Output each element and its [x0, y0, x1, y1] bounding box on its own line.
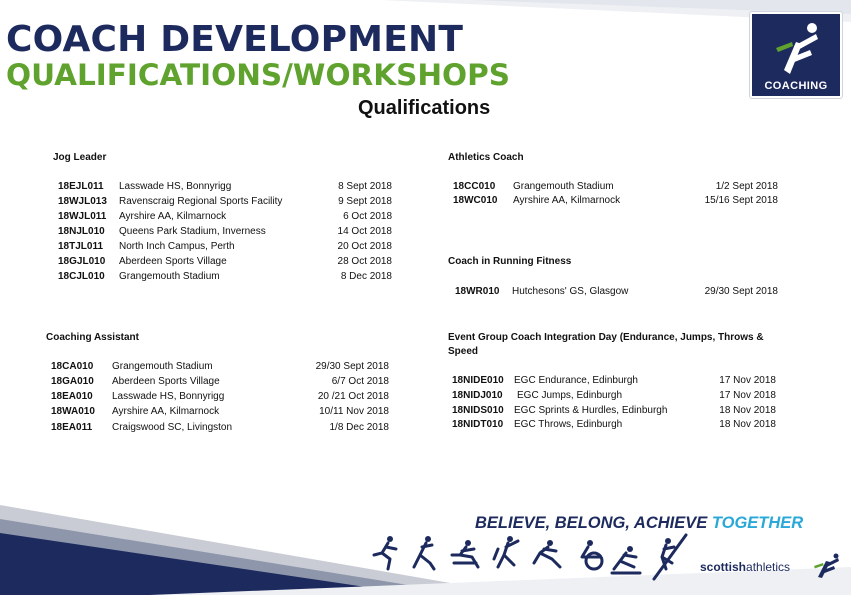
list-item [58, 270, 398, 284]
venue: Craigswood SC, Livingston [112, 422, 233, 433]
course-code: 18WJL011 [58, 211, 107, 222]
jumper-icon [414, 536, 434, 569]
section-title-jog-leader: Jog Leader [53, 152, 107, 163]
venue: Queens Park Stadium, Inverness [119, 226, 266, 237]
course-code: 18NIDE010 [452, 375, 504, 386]
venue: EGC Jumps, Edinburgh [517, 390, 623, 401]
runner-icon [374, 536, 396, 569]
sprinter-icon [534, 540, 560, 567]
date: 29/30 Sept 2018 [704, 286, 778, 297]
pole-vaulter-icon [654, 535, 686, 579]
course-code: 18NIDT010 [452, 419, 504, 430]
date: 1/8 Dec 2018 [329, 422, 389, 433]
scottish-athletics-wordmark [700, 560, 790, 574]
date: 14 Oct 2018 [337, 226, 392, 237]
date: 6 Oct 2018 [343, 211, 392, 222]
list-item [58, 180, 398, 194]
course-code: 18WR010 [455, 286, 500, 297]
runner-logo-icon [766, 20, 830, 82]
date: 6/7 Oct 2018 [331, 376, 389, 387]
course-code: 18NIDJ010 [452, 390, 503, 401]
venue: Aberdeen Sports Village [112, 376, 220, 387]
brand-bold: scottish [700, 560, 747, 574]
venue: EGC Endurance, Edinburgh [514, 375, 638, 386]
course-code: 18WA010 [51, 406, 95, 417]
athlete-silhouettes-icon [368, 533, 698, 583]
date: 29/30 Sept 2018 [315, 361, 389, 372]
date: 28 Oct 2018 [337, 256, 392, 267]
list-item [51, 405, 395, 419]
scottish-athletics-logo-icon [812, 553, 842, 579]
venue: EGC Sprints & Hurdles, Edinburgh [514, 405, 668, 416]
course-code: 18CJL010 [58, 271, 105, 282]
list-item [453, 180, 784, 194]
section-title-event-group-cont: Speed [448, 346, 479, 357]
course-code: 18CA010 [51, 361, 94, 372]
long-jumper-icon [612, 546, 640, 573]
date: 1/2 Sept 2018 [715, 181, 778, 192]
course-code: 18GA010 [51, 376, 94, 387]
section-title-event-group: Event Group Coach Integration Day (Endurance, Jumps, Throws & [448, 332, 764, 343]
footer-tagline [475, 514, 803, 533]
brand-regular: athletics [746, 560, 791, 574]
venue: Grangemouth Stadium [119, 271, 220, 282]
date: 20 /21 Oct 2018 [317, 391, 389, 402]
course-code: 18NJL010 [58, 226, 105, 237]
list-item [58, 240, 398, 254]
date: 8 Sept 2018 [338, 181, 392, 192]
coaching-logo [750, 12, 842, 98]
venue: North Inch Campus, Perth [119, 241, 235, 252]
date: 17 Nov 2018 [719, 390, 776, 401]
venue: Lasswade HS, Bonnyrigg [112, 391, 225, 402]
venue: EGC Throws, Edinburgh [514, 419, 623, 430]
list-item [58, 195, 398, 209]
venue: Grangemouth Stadium [513, 181, 614, 192]
venue: Ayrshire AA, Kilmarnock [112, 406, 220, 417]
course-code: 18GJL010 [58, 256, 106, 267]
date: 20 Oct 2018 [337, 241, 392, 252]
date: 9 Sept 2018 [338, 196, 392, 207]
date: 18 Nov 2018 [719, 405, 776, 416]
section-title-coaching-assistant: Coaching Assistant [46, 332, 139, 343]
hurdler-icon [452, 540, 478, 567]
date: 10/11 Nov 2018 [319, 406, 389, 417]
course-code: 18NIDS010 [452, 405, 504, 416]
list-item [58, 225, 398, 239]
list-item [452, 374, 782, 388]
venue: Ravenscraig Regional Sports Facility [119, 196, 283, 207]
list-item [58, 255, 398, 269]
venue: Ayrshire AA, Kilmarnock [119, 211, 227, 222]
section-subtitle: Qualifications [358, 97, 491, 119]
date: 18 Nov 2018 [719, 419, 776, 430]
venue: Grangemouth Stadium [112, 361, 213, 372]
list-item [452, 418, 782, 432]
venue: Aberdeen Sports Village [119, 256, 227, 267]
venue: Hutchesons' GS, Glasgow [512, 286, 629, 297]
venue: Lasswade HS, Bonnyrigg [119, 181, 232, 192]
page-title-secondary: QUALIFICATIONS/WORKSHOPS [6, 58, 511, 92]
list-item [452, 389, 782, 403]
date: 17 Nov 2018 [719, 375, 776, 386]
course-code: 18CC010 [453, 181, 496, 192]
list-item [452, 404, 782, 418]
course-code: 18TJL011 [58, 241, 104, 252]
thrower-icon [494, 536, 518, 567]
section-title-athletics-coach: Athletics Coach [448, 152, 524, 163]
list-item [51, 375, 395, 389]
logo-label: COACHING [764, 80, 828, 92]
list-item [51, 390, 395, 404]
list-item [455, 285, 784, 299]
date: 15/16 Sept 2018 [704, 195, 778, 206]
list-item [453, 194, 784, 208]
page-title: COACH DEVELOPMENT [6, 19, 464, 60]
list-item [58, 210, 398, 224]
venue: Ayrshire AA, Kilmarnock [513, 195, 621, 206]
tagline-main: BELIEVE, BELONG, ACHIEVE [475, 514, 712, 532]
date: 8 Dec 2018 [340, 271, 392, 282]
list-item [51, 421, 395, 435]
course-code: 18WJL013 [58, 196, 107, 207]
wheelchair-racer-icon [582, 540, 602, 569]
course-code: 18EA010 [51, 391, 93, 402]
course-code: 18EJL011 [58, 181, 104, 192]
section-title-coach-running-fitness: Coach in Running Fitness [448, 256, 572, 267]
course-code: 18WC010 [453, 195, 498, 206]
tagline-accent: TOGETHER [711, 514, 804, 532]
course-code: 18EA011 [51, 422, 93, 433]
list-item [51, 360, 395, 374]
